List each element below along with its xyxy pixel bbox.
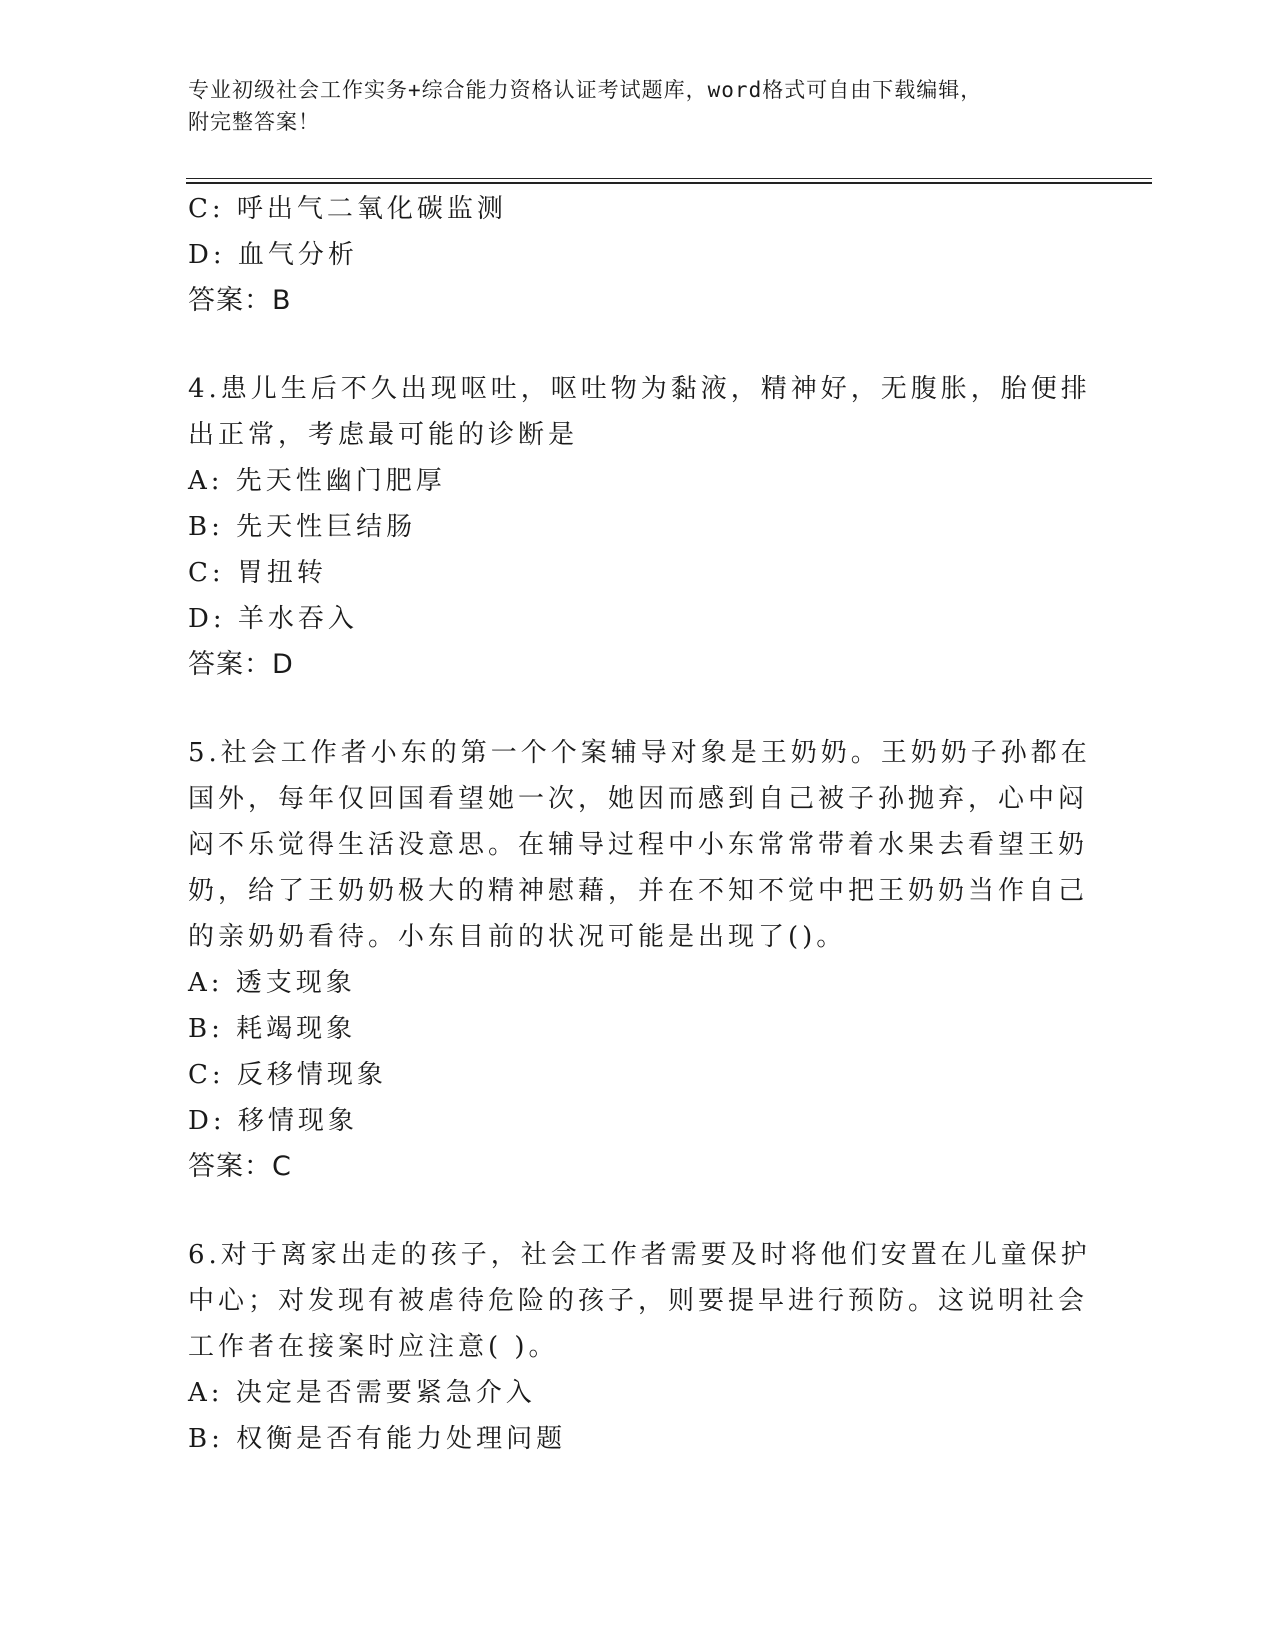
option-c: C: 呼出气二氧化碳监测 (188, 194, 507, 224)
option-a: A: 决定是否需要紧急介入 (188, 1378, 536, 1408)
question-stem-line: 出正常，考虑最可能的诊断是 (188, 420, 579, 450)
question-stem-line: 6.对于离家出走的孩子，社会工作者需要及时将他们安置在儿童保护 (188, 1240, 1091, 1270)
option-b: B: 耗竭现象 (188, 1014, 357, 1044)
answer: 答案：B (188, 285, 292, 316)
question-stem-line: 闷不乐觉得生活没意思。在辅导过程中小东常常带着水果去看望王奶 (188, 830, 1089, 860)
option-c: C: 反移情现象 (188, 1060, 387, 1090)
header-line-1: 专业初级社会工作实务+综合能力资格认证考试题库，word格式可自由下载编辑， (188, 78, 983, 102)
question-stem-line: 4.患儿生后不久出现呕吐，呕吐物为黏液，精神好，无腹胀，胎便排 (188, 374, 1091, 404)
option-c: C: 胃扭转 (188, 558, 327, 588)
question-stem-line: 国外，每年仅回国看望她一次，她因而感到自己被子孙抛弃，心中闷 (188, 784, 1089, 814)
option-a: A: 先天性幽门肥厚 (188, 466, 446, 496)
answer: 答案：C (188, 1151, 292, 1182)
question-stem-line: 奶，给了王奶奶极大的精神慰藉，并在不知不觉中把王奶奶当作自己 (188, 876, 1089, 906)
question-list (188, 186, 1091, 1462)
question-stem-line: 工作者在接案时应注意( )。 (188, 1332, 559, 1362)
option-d: D: 血气分析 (188, 240, 358, 270)
question-stem-line: 中心；对发现有被虐待危险的孩子，则要提早进行预防。这说明社会 (188, 1286, 1089, 1316)
option-b: B: 权衡是否有能力处理问题 (188, 1424, 567, 1454)
header-line-2: 附完整答案！ (188, 110, 320, 134)
question-3-tail (188, 186, 1088, 324)
option-b: B: 先天性巨结肠 (188, 512, 417, 542)
option-d: D: 羊水吞入 (188, 604, 358, 634)
header-divider-thick (186, 182, 1152, 184)
question-6 (188, 1232, 1091, 1462)
question-stem-line: 的亲奶奶看待。小东目前的状况可能是出现了()。 (188, 922, 847, 952)
question-5 (188, 730, 1091, 1190)
answer: 答案：D (188, 649, 294, 680)
option-d: D: 移情现象 (188, 1106, 358, 1136)
question-stem-line: 5.社会工作者小东的第一个个案辅导对象是王奶奶。王奶奶子孙都在 (188, 738, 1091, 768)
header-divider-thin (186, 178, 1152, 179)
option-a: A: 透支现象 (188, 968, 356, 998)
page-header (188, 74, 1088, 138)
question-4 (188, 366, 1091, 688)
